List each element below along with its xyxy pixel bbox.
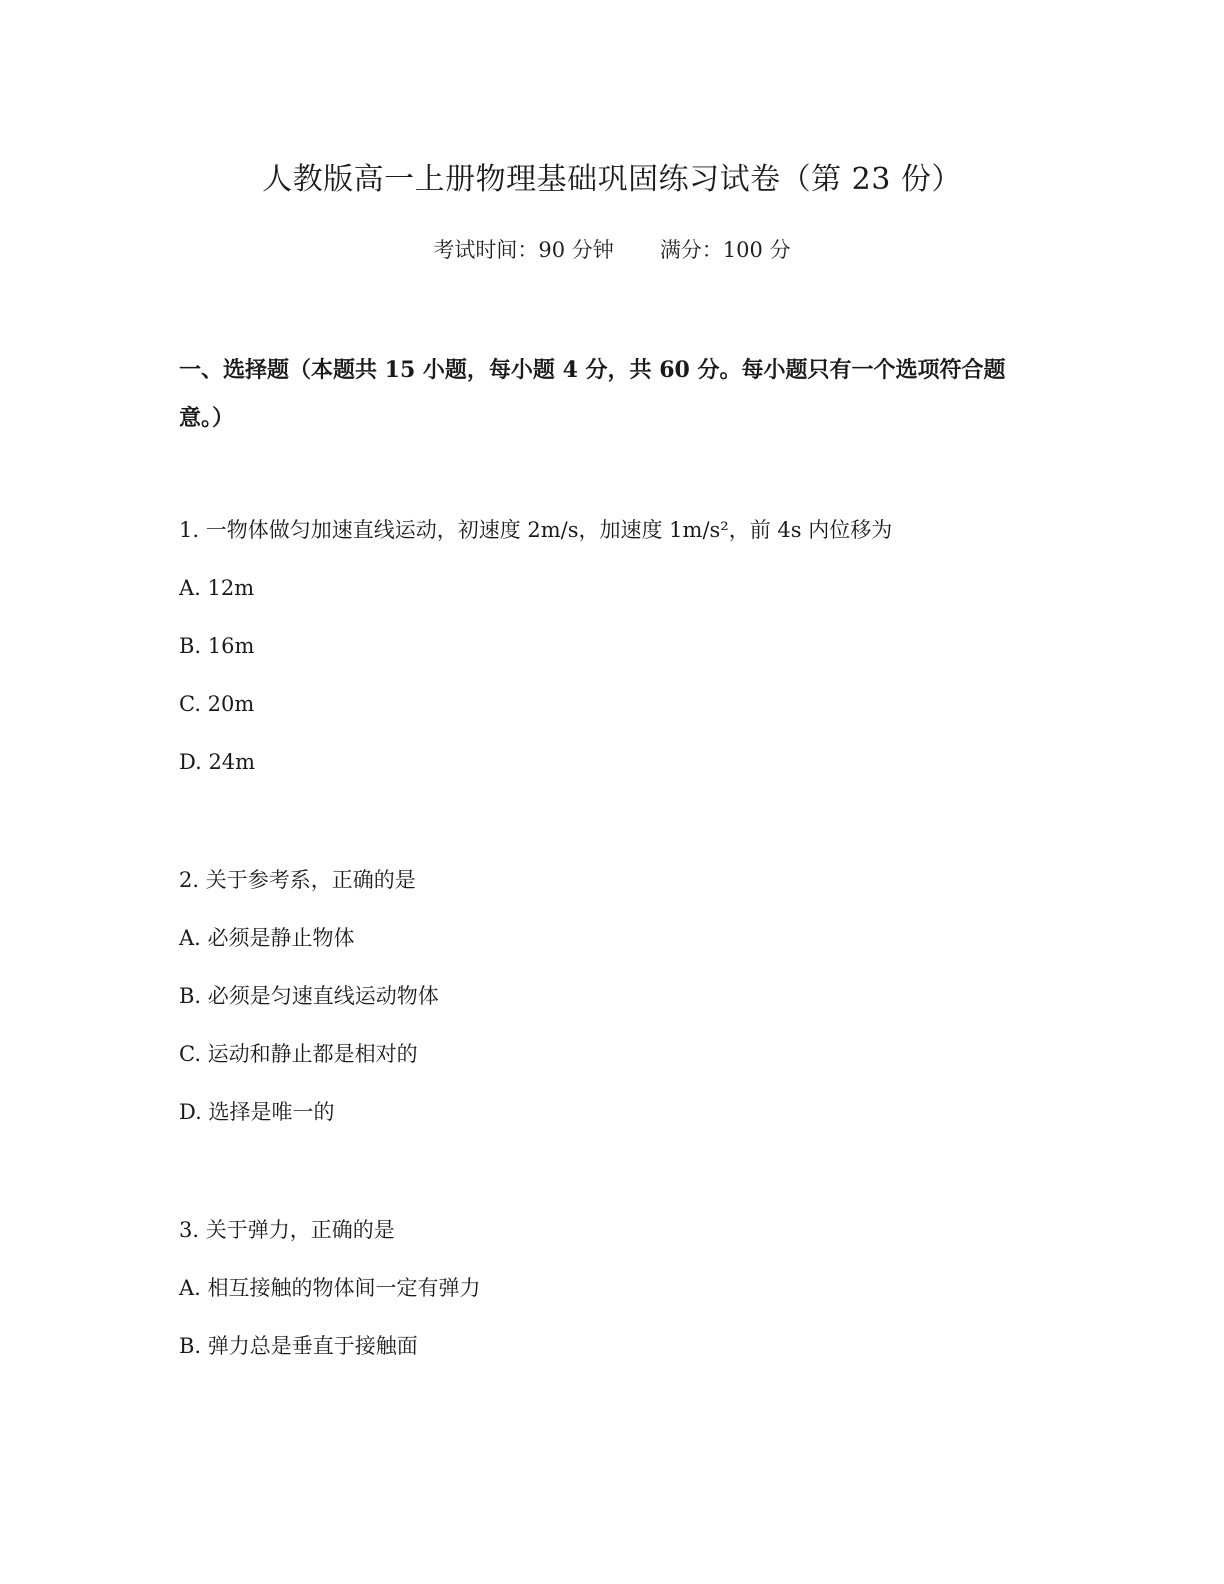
option-d: D. 24m bbox=[179, 750, 256, 774]
question-3 bbox=[179, 1208, 1059, 1382]
option-a: A. 必须是静止物体 bbox=[179, 926, 355, 950]
option-a: A. 12m bbox=[179, 576, 255, 600]
option-a: A. 相互接触的物体间一定有弹力 bbox=[179, 1276, 481, 1300]
question-list bbox=[179, 508, 1059, 1382]
option-c: C. 20m bbox=[179, 692, 255, 716]
option-b: B. 必须是匀速直线运动物体 bbox=[179, 984, 439, 1008]
option-b: B. 弹力总是垂直于接触面 bbox=[179, 1334, 418, 1358]
question-stem: 2. 关于参考系，正确的是 bbox=[179, 868, 416, 892]
question-2 bbox=[179, 858, 1059, 1148]
question-1 bbox=[179, 508, 1059, 798]
option-d: D. 选择是唯一的 bbox=[179, 1100, 335, 1124]
section-heading: 一、选择题（本题共 15 小题，每小题 4 分，共 60 分。每小题只有一个选项符合题意。） bbox=[179, 357, 1006, 431]
page-title: 人教版高一上册物理基础巩固练习试卷（第 23 份） bbox=[262, 162, 962, 197]
option-b: B. 16m bbox=[179, 634, 255, 658]
exam-info bbox=[0, 234, 1224, 266]
question-stem: 1. 一物体做匀加速直线运动，初速度 2m/s，加速度 1m/s²，前 4s 内位移为 bbox=[179, 518, 893, 542]
exam-time: 考试时间：90 分钟 bbox=[433, 238, 614, 262]
option-c: C. 运动和静止都是相对的 bbox=[179, 1042, 418, 1066]
exam-score: 满分：100 分 bbox=[659, 238, 791, 262]
question-stem: 3. 关于弹力，正确的是 bbox=[179, 1218, 395, 1242]
